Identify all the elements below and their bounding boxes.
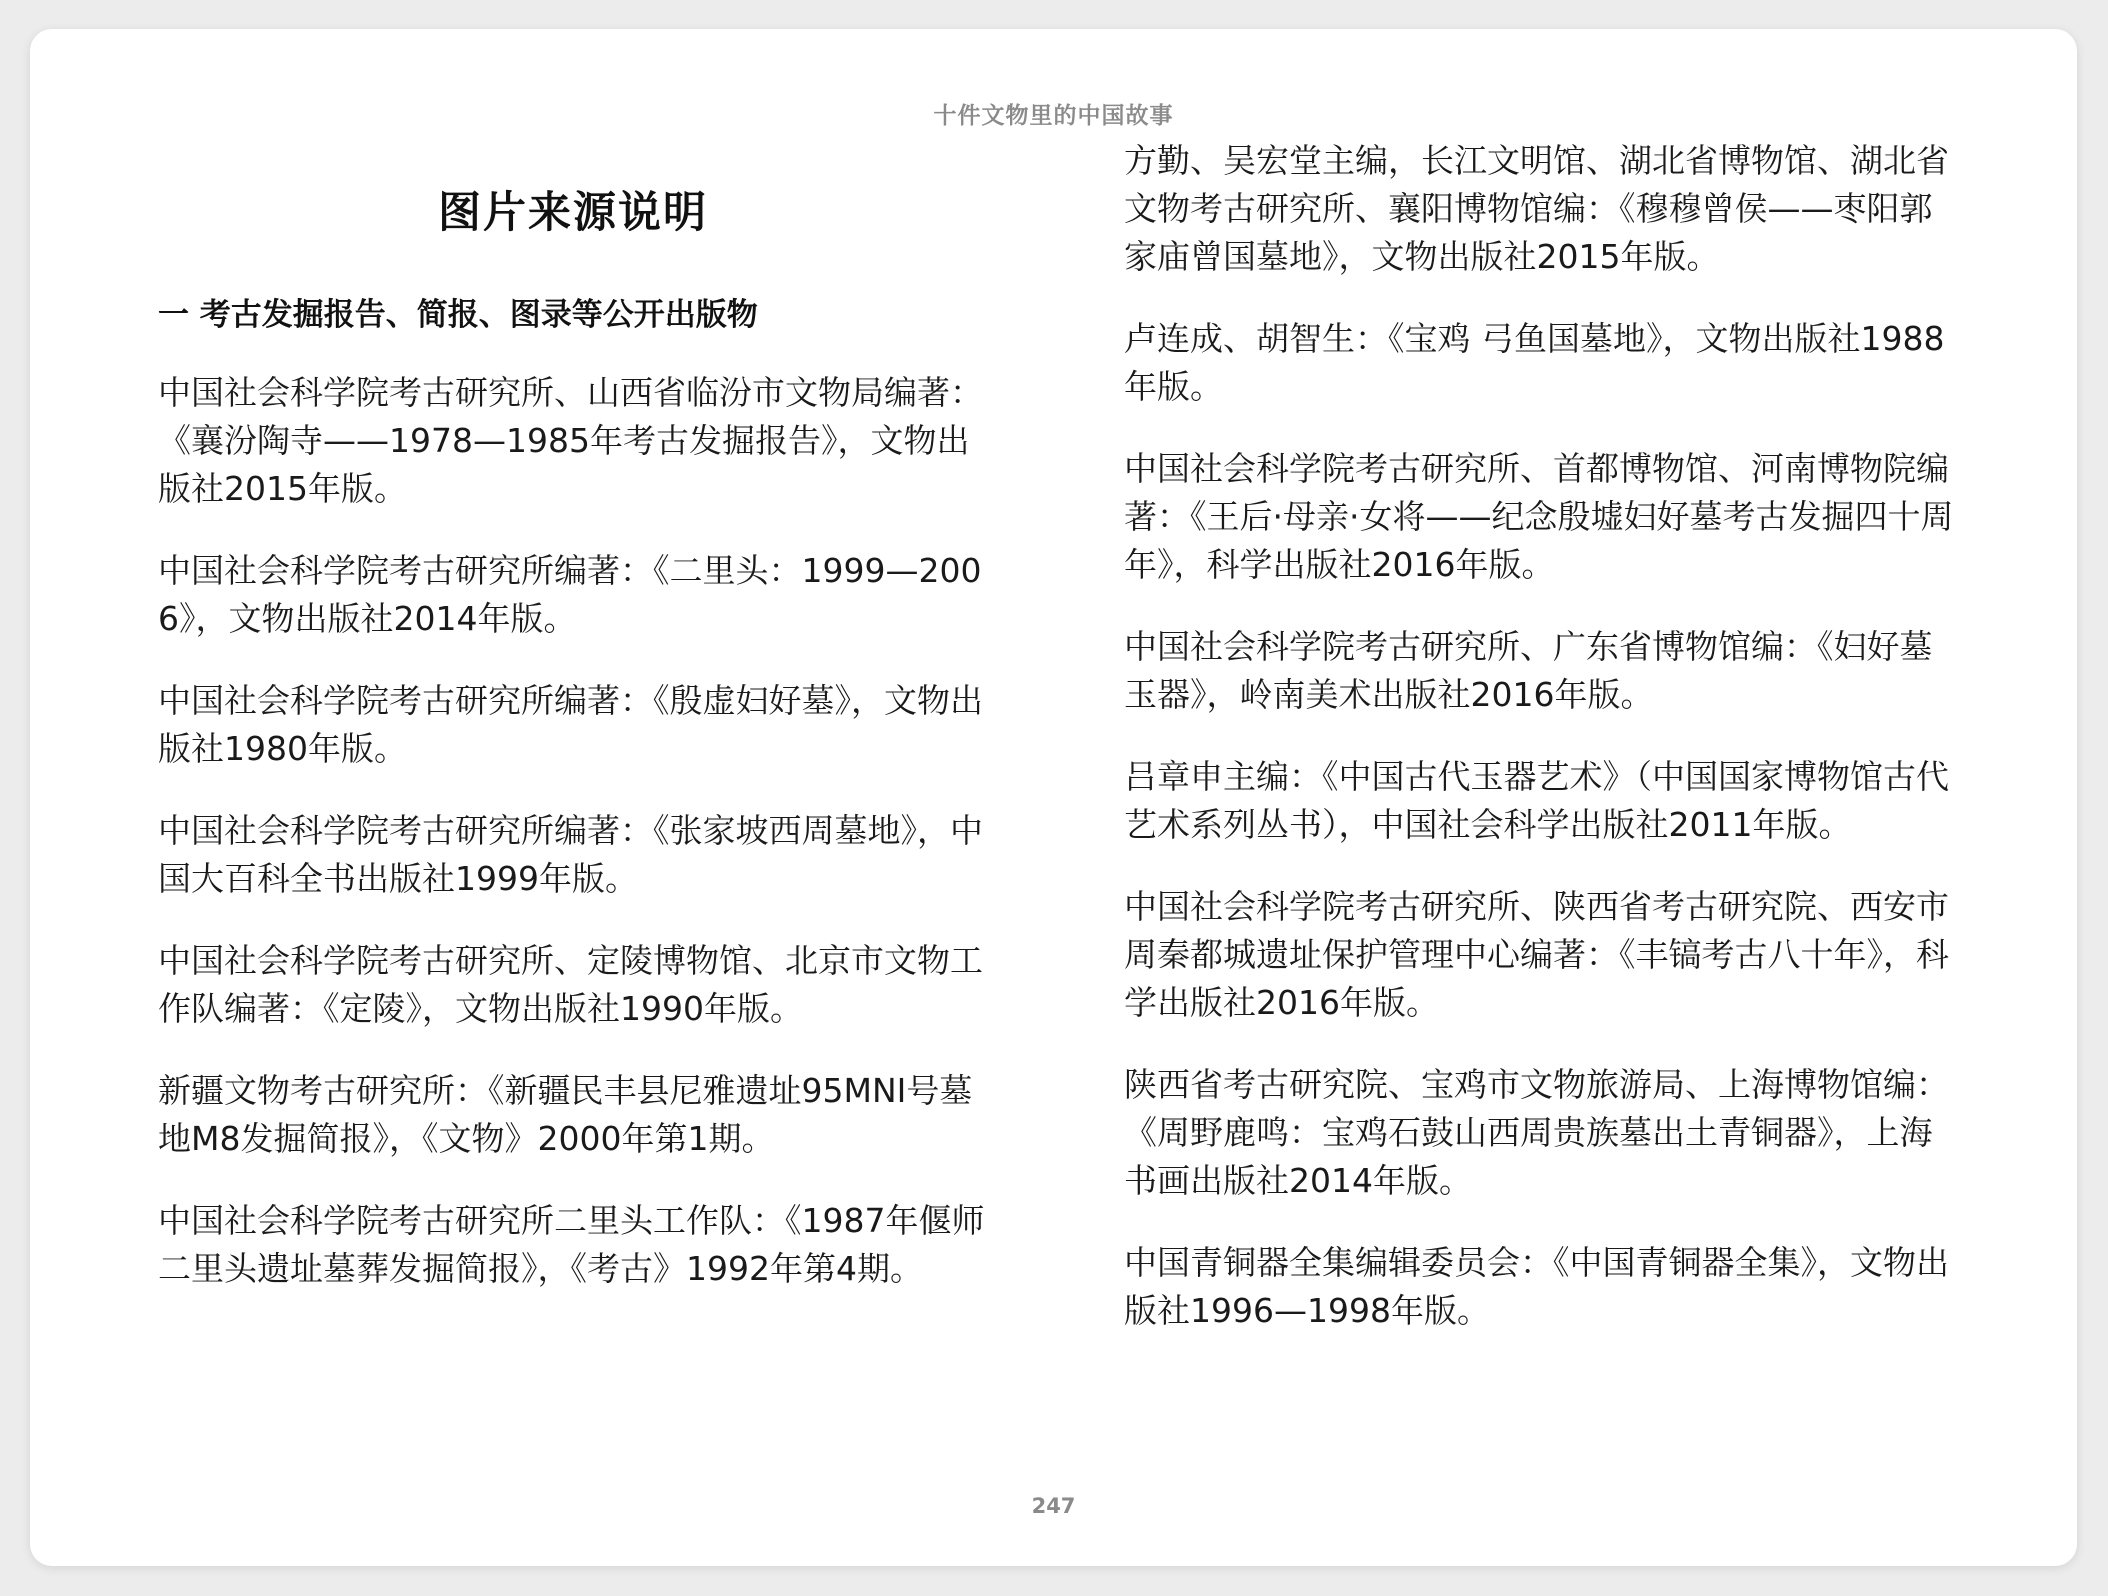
right-entries-list — [1124, 137, 1954, 1369]
page-number: 247 — [1031, 1494, 1076, 1518]
bibliography-entry: 吕章申主编：《中国古代玉器艺术》（中国国家博物馆古代艺术系列丛书），中国社会科学出版社2011年版。 — [1124, 757, 1949, 844]
bibliography-entry: 中国社会科学院考古研究所、广东省博物馆编：《妇好墓玉器》，岭南美术出版社2016年版。 — [1124, 627, 1933, 714]
bibliography-entry: 中国社会科学院考古研究所编著：《殷虚妇好墓》，文物出版社1980年版。 — [158, 681, 983, 768]
bibliography-entry: 中国社会科学院考古研究所编著：《二里头：1999—2006》，文物出版社2014年版。 — [158, 551, 982, 638]
bibliography-entry: 中国社会科学院考古研究所、陕西省考古研究院、西安市周秦都城遗址保护管理中心编著：《丰镐考古八十年》，科学出版社2016年版。 — [1124, 887, 1949, 1022]
section-heading: 一 考古发掘报告、简报、图录等公开出版物 — [158, 297, 758, 333]
left-entries-list — [158, 369, 988, 1327]
running-header: 十件文物里的中国故事 — [933, 103, 1174, 129]
bibliography-entry: 中国社会科学院考古研究所、首都博物馆、河南博物院编著：《王后·母亲·女将——纪念殷墟妇好墓考古发掘四十周年》，科学出版社2016年版。 — [1124, 449, 1954, 584]
bibliography-entry: 卢连成、胡智生：《宝鸡 弓鱼国墓地》，文物出版社1988年版。 — [1124, 319, 1945, 406]
bibliography-entry: 中国社会科学院考古研究所编著：《张家坡西周墓地》，中国大百科全书出版社1999年版。 — [158, 811, 983, 898]
bibliography-entry: 中国社会科学院考古研究所、定陵博物馆、北京市文物工作队编著：《定陵》，文物出版社1990年版。 — [158, 941, 983, 1028]
bibliography-entry: 中国青铜器全集编辑委员会：《中国青铜器全集》，文物出版社1996—1998年版。 — [1124, 1243, 1949, 1330]
bibliography-entry: 方勤、吴宏堂主编，长江文明馆、湖北省博物馆、湖北省文物考古研究所、襄阳博物馆编：《穆穆曾侯——枣阳郭家庙曾国墓地》，文物出版社2015年版。 — [1124, 141, 1949, 276]
page-title: 图片来源说明 — [438, 188, 708, 238]
bibliography-entry: 中国社会科学院考古研究所、山西省临汾市文物局编著：《襄汾陶寺——1978—1985年考古发掘报告》，文物出版社2015年版。 — [158, 373, 983, 508]
bibliography-entry: 中国社会科学院考古研究所二里头工作队：《1987年偃师二里头遗址墓葬发掘简报》，《考古》1992年第4期。 — [158, 1201, 985, 1288]
bibliography-entry: 陕西省考古研究院、宝鸡市文物旅游局、上海博物馆编：《周野鹿鸣：宝鸡石鼓山西周贵族墓出土青铜器》，上海书画出版社2014年版。 — [1124, 1065, 1949, 1200]
bibliography-entry: 新疆文物考古研究所：《新疆民丰县尼雅遗址95MNI号墓地M8发掘简报》，《文物》2000年第1期。 — [158, 1071, 973, 1158]
book-page — [30, 29, 2077, 1566]
